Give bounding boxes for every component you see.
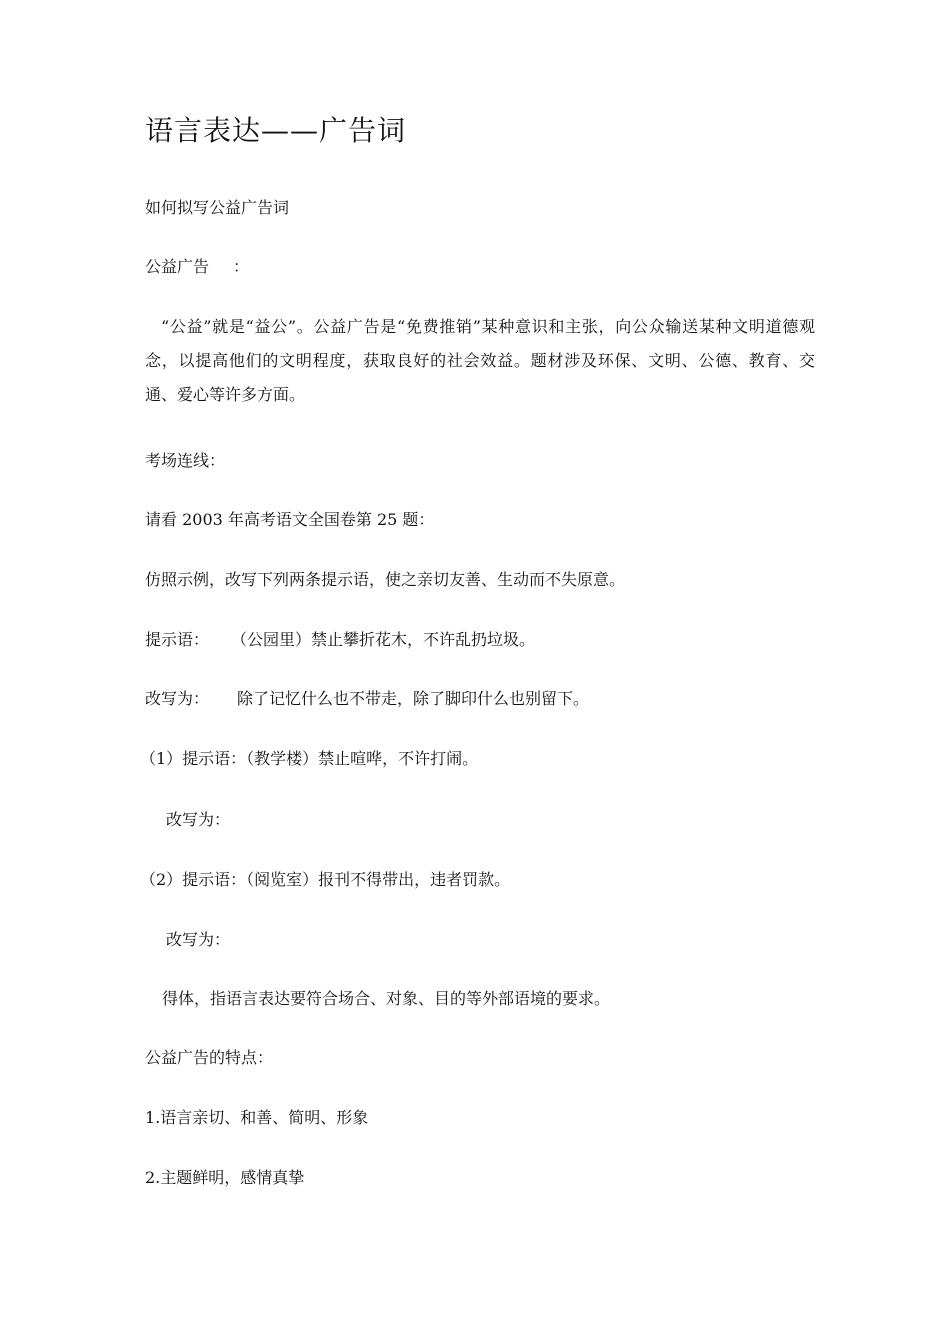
item-2-prompt: （2）提示语：（阅览室）报刊不得带出，违者罚款。 (140, 870, 511, 889)
document-title: 语言表达——广告词 (145, 114, 407, 147)
definition-label: 公益广告 (145, 257, 210, 276)
features-heading: 公益广告的特点： (145, 1048, 274, 1067)
example-prompt-text: （公园里）禁止攀折花木，不许乱扔垃圾。 (231, 630, 536, 649)
definition-heading (145, 257, 249, 277)
subtitle: 如何拟写公益广告词 (145, 198, 290, 217)
feature-1: 1.语言亲切、和善、简明、形象 (145, 1108, 369, 1127)
example-rewrite-text: 除了记忆什么也不带走，除了脚印什么也别留下。 (237, 689, 590, 708)
example-rewrite-label: 改写为： (145, 689, 210, 708)
note: 得体，指语言表达要符合场合、对象、目的等外部语境的要求。 (162, 989, 611, 1008)
example-prompt-label: 提示语： (145, 630, 210, 649)
example-prompt (145, 630, 535, 650)
instruction: 仿照示例，改写下列两条提示语，使之亲切友善、生动而不失原意。 (145, 570, 626, 589)
definition-paragraph: “公益”就是“益公”。公益广告是“免费推销”某种意识和主张，向公众输送某种文明道德观念，以提高他们的文明程度，获取良好的社会效益。题材涉及环保、文明、公德、教育、交通、爱心等许多方面。 (145, 317, 815, 404)
feature-2: 2.主题鲜明，感情真挚 (145, 1168, 305, 1187)
exam-heading: 考场连线： (145, 451, 226, 470)
exam-reference: 请看 2003 年高考语文全国卷第 25 题： (145, 510, 435, 529)
definition-colon: ： (233, 257, 250, 276)
item-1-prompt: （1）提示语：（教学楼）禁止喧哗，不许打闹。 (140, 749, 479, 768)
item-1-rewrite: 改写为： (166, 810, 231, 829)
item-2-rewrite: 改写为： (166, 930, 231, 949)
example-rewrite (145, 689, 589, 709)
